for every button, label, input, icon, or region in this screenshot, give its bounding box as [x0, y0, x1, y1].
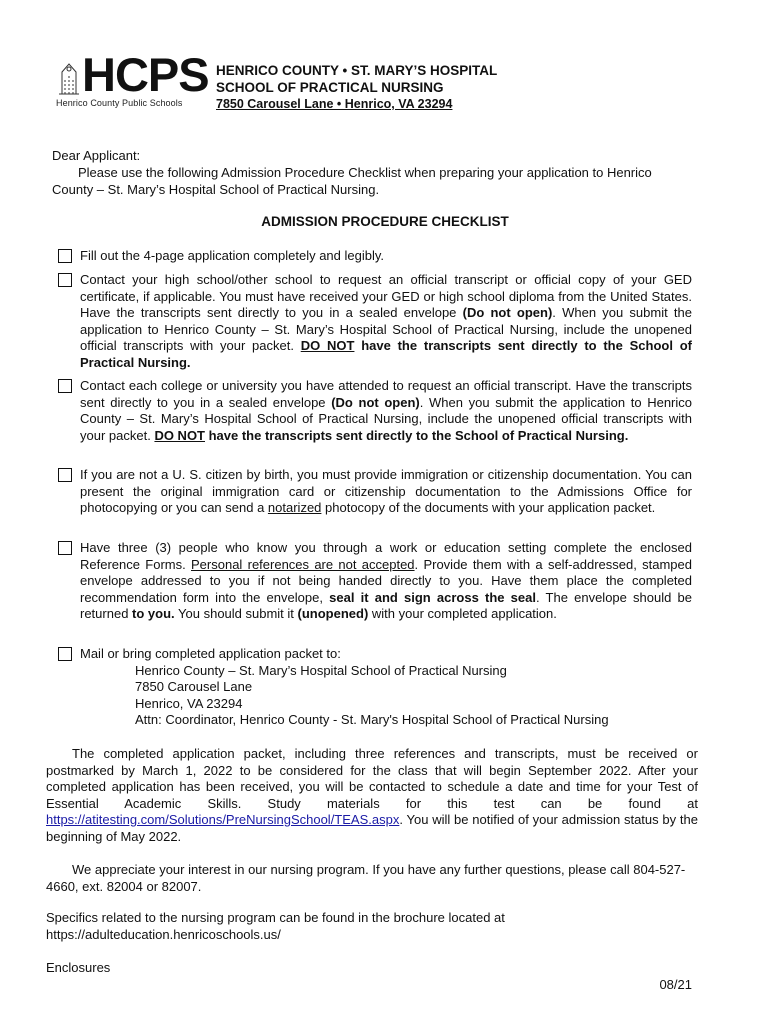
checklist-item-mail: [58, 646, 692, 729]
checkbox[interactable]: [58, 379, 72, 393]
indent: [46, 862, 72, 877]
item-text-part: Contact your high school/other school to request an official transcript or official copy of your GED certificate, if applicable. You must have received your GED or high school diploma from the United States. Have the transcripts sent directly to you in a sealed envelope: [80, 272, 692, 320]
emphasis: to you.: [132, 606, 175, 621]
item-text: [80, 378, 692, 444]
letterhead-address: 7850 Carousel Lane • Henrico, VA 23294: [216, 97, 453, 111]
mailing-address: [135, 663, 692, 729]
item-text-part: Have three (3) people who know you through a work or education setting complete the enclosed Reference Forms.: [80, 540, 692, 572]
item-text-part: . When you submit the application to Henrico County – St. Mary’s Hospital School of Practical Nursing, include the unopened official transcripts with your packet.: [80, 394, 692, 443]
item-text: [80, 540, 692, 623]
deadline-text: The completed application packet, including three references and transcripts, must be received or postmarked by March 1, 2022 to be considered for the class that will begin September 2022. After your completed application has been received, you will be contacted to schedule a date and time for your Test of Essential Academic Skills. Study materials for this test can be found at: [46, 746, 698, 811]
checkbox[interactable]: [58, 249, 72, 263]
checkbox[interactable]: [58, 273, 72, 287]
logo-subtitle: Henrico County Public Schools: [56, 98, 183, 108]
deadline-text: . You will be notified of your admission status by the beginning of May 2022.: [46, 812, 698, 844]
address-line: Attn: Coordinator, Henrico County - St. Mary's Hospital School of Practical Nursing: [135, 712, 609, 727]
emphasis: (unopened): [297, 606, 369, 621]
item-text-part: If you are not a U. S. citizen by birth, you must provide immigration or citizenship documentation. You can present the original immigration card or citizenship documentation to the Admissions Office for photocopying or you can send a: [80, 467, 692, 515]
item-text-part: . The envelope should be returned: [80, 589, 692, 621]
item-text-part: with your completed application.: [368, 606, 557, 621]
checkbox[interactable]: [58, 468, 72, 482]
emphasis-underlined: DO NOT: [154, 427, 205, 443]
enclosures-label: Enclosures: [46, 960, 111, 975]
checklist-item-citizenship: [58, 467, 692, 517]
emphasis-underlined: DO NOT: [300, 338, 355, 353]
revision-code: 08/21: [659, 977, 692, 992]
item-text: [80, 272, 692, 371]
closing-paragraph: [46, 862, 698, 895]
item-text-part: . When you submit the application to Henrico County – St. Mary’s Hospital School of Practical Nursing, include the unopened official transcripts with your packet.: [80, 305, 692, 353]
item-text-part: . Provide them with a self-addressed, stamped envelope addressed to you if not being handed directly to you. Have them place the completed recommendation form into the envelope,: [80, 556, 692, 605]
letterhead: [216, 62, 497, 113]
closing-text: We appreciate your interest in our nursing program. If you have any further questions, please call 804-527-4660, ext. 82004 or 82007.: [46, 862, 686, 894]
address-line: Henrico County – St. Mary’s Hospital School of Practical Nursing: [135, 662, 507, 678]
underlined-text: Personal references are not accepted: [191, 556, 415, 572]
checkbox[interactable]: [58, 647, 72, 661]
teas-link[interactable]: https://atitesting.com/Solutions/PreNursingSchool/TEAS.aspx: [46, 812, 400, 827]
emphasis: (Do not open): [331, 394, 420, 410]
emphasis: have the transcripts sent directly to the School of Practical Nursing.: [205, 427, 629, 443]
letterhead-line1: HENRICO COUNTY • ST. MARY’S HOSPITAL: [216, 63, 498, 78]
specifics-paragraph: Specifics related to the nursing program can be found in the brochure located at https://adulteducation.henricoschools.us/: [46, 910, 505, 942]
logo-text: HCPS: [82, 48, 209, 101]
underlined-text: notarized: [267, 500, 322, 515]
address-line: 7850 Carousel Lane: [135, 679, 253, 694]
item-text: [80, 467, 692, 517]
item-text-part: You should submit it: [174, 606, 298, 621]
salutation: Dear Applicant:: [52, 148, 141, 163]
emphasis: (Do not open): [462, 305, 553, 320]
emphasis: seal it and sign across the seal: [329, 589, 536, 605]
intro-text: Please use the following Admission Procedure Checklist when preparing your application to Henrico County – St. Mary’s Hospital School of Practical Nursing.: [52, 165, 652, 197]
checkbox[interactable]: [58, 541, 72, 555]
item-text-part: photocopy of the documents with your application packet.: [321, 500, 656, 515]
seal-mark-icon: [56, 60, 82, 98]
checklist-item-transcript: [58, 272, 692, 371]
emphasis: have the transcripts sent directly to the School of Practical Nursing.: [80, 338, 692, 370]
item-text: Fill out the 4-page application completely and legibly.: [80, 248, 384, 263]
hcps-logo: [54, 48, 209, 111]
item-text-part: Contact each college or university you have attended to request an official transcript. Have the transcripts sent directly to you in a sealed envelope: [80, 378, 692, 410]
checklist-item-application: [58, 248, 692, 265]
intro-paragraph: [52, 165, 692, 198]
indent: [46, 746, 72, 761]
item-text: Mail or bring completed application packet to:: [80, 646, 341, 661]
checklist-item-college: [58, 378, 692, 444]
checklist-title: ADMISSION PROCEDURE CHECKLIST: [261, 214, 509, 229]
checklist-item-references: [58, 540, 692, 623]
deadline-paragraph: [46, 746, 698, 845]
letterhead-line2: SCHOOL OF PRACTICAL NURSING: [216, 80, 444, 95]
address-line: Henrico, VA 23294: [135, 695, 243, 711]
